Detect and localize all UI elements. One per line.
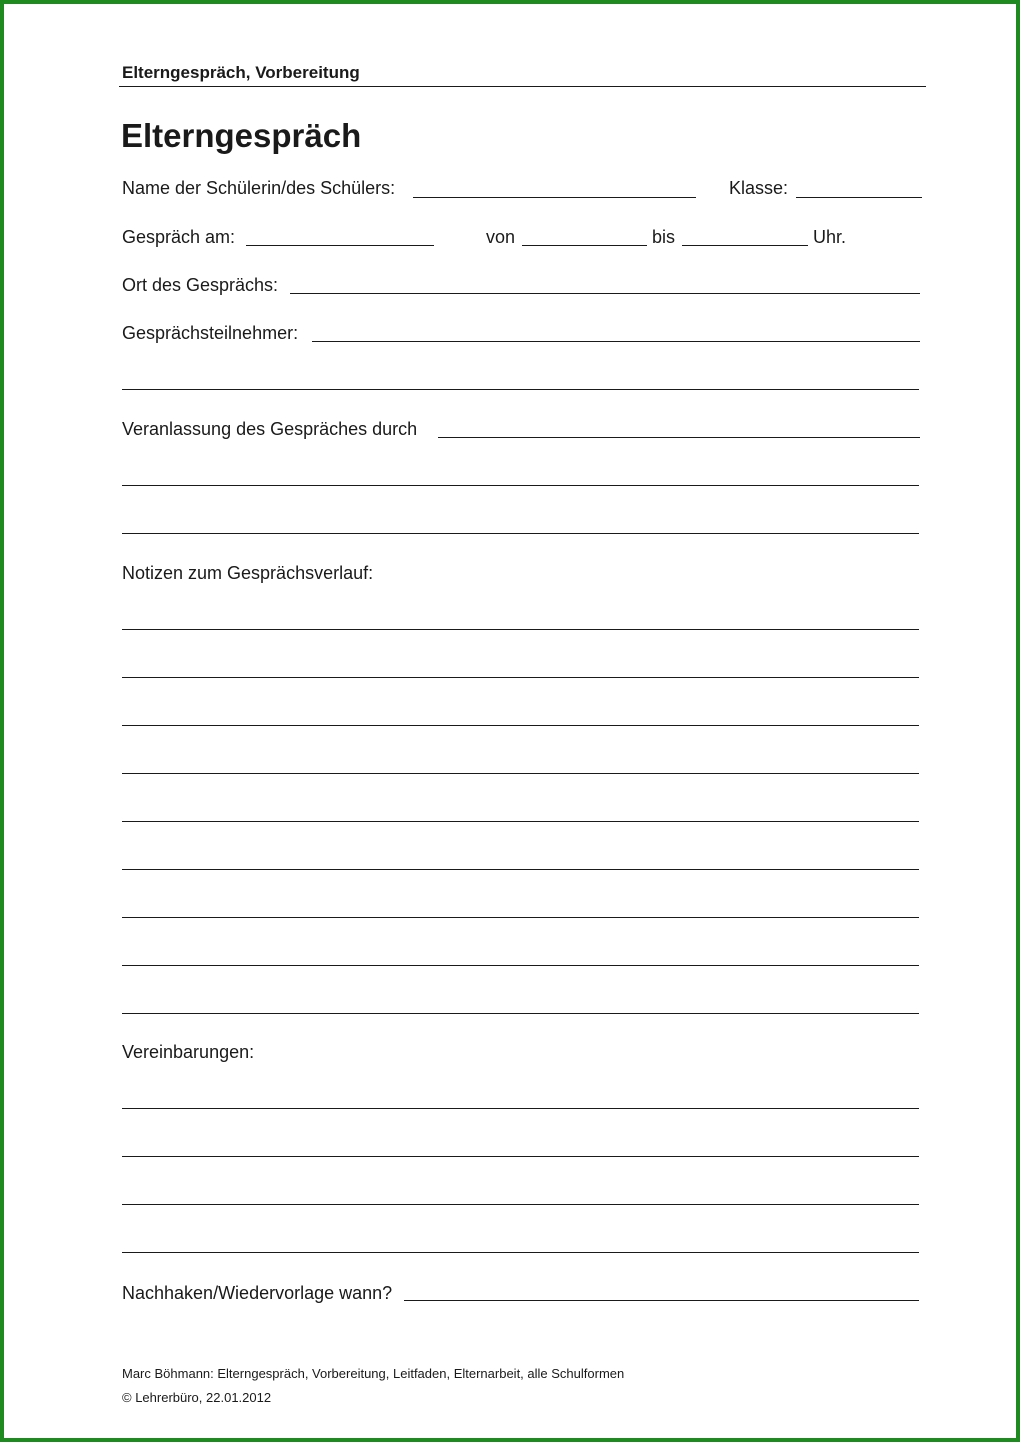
agreements-line-2[interactable] — [122, 1156, 919, 1157]
footer-source: Marc Böhmann: Elterngespräch, Vorbereitung, Leitfaden, Elternarbeit, alle Schulformen — [122, 1366, 625, 1381]
notes-line-6[interactable] — [122, 869, 919, 870]
class-field[interactable] — [796, 197, 922, 198]
notes-line-8[interactable] — [122, 965, 919, 966]
date-field[interactable] — [246, 245, 434, 246]
class-label: Klasse: — [729, 178, 789, 198]
from-label: von — [486, 227, 516, 247]
initiated-by-label: Veranlassung des Gespräches durch — [122, 419, 418, 439]
location-field[interactable] — [290, 293, 920, 294]
notes-line-4[interactable] — [122, 773, 919, 774]
notes-label: Notizen zum Gesprächsverlauf: — [122, 563, 374, 583]
student-name-field[interactable] — [413, 197, 696, 198]
agreements-line-4[interactable] — [122, 1252, 919, 1253]
time-from-field[interactable] — [522, 245, 647, 246]
agreements-line-1[interactable] — [122, 1108, 919, 1109]
to-label: bis — [652, 227, 676, 247]
notes-line-2[interactable] — [122, 677, 919, 678]
follow-up-label: Nachhaken/Wiedervorlage wann? — [122, 1283, 393, 1303]
notes-line-1[interactable] — [122, 629, 919, 630]
participants-field[interactable] — [312, 341, 920, 342]
page-title: Elterngespräch — [121, 117, 362, 154]
notes-line-9[interactable] — [122, 1013, 919, 1014]
date-label: Gespräch am: — [122, 227, 236, 247]
student-name-label: Name der Schülerin/des Schülers: — [122, 178, 396, 198]
follow-up-field[interactable] — [404, 1300, 919, 1301]
agreements-label: Vereinbarungen: — [122, 1042, 255, 1062]
time-unit-label: Uhr. — [813, 227, 847, 247]
notes-line-5[interactable] — [122, 821, 919, 822]
notes-line-3[interactable] — [122, 725, 919, 726]
footer-copyright: © Lehrerbüro, 22.01.2012 — [122, 1390, 272, 1405]
initiated-by-line-3[interactable] — [122, 533, 919, 534]
initiated-by-field[interactable] — [438, 437, 920, 438]
participants-line-2[interactable] — [122, 389, 919, 390]
agreements-line-3[interactable] — [122, 1204, 919, 1205]
time-to-field[interactable] — [682, 245, 808, 246]
participants-label: Gesprächsteilnehmer: — [122, 323, 299, 343]
notes-line-7[interactable] — [122, 917, 919, 918]
header-rule — [119, 86, 926, 87]
location-label: Ort des Gesprächs: — [122, 275, 279, 295]
initiated-by-line-2[interactable] — [122, 485, 919, 486]
running-header: Elterngespräch, Vorbereitung — [122, 63, 360, 82]
